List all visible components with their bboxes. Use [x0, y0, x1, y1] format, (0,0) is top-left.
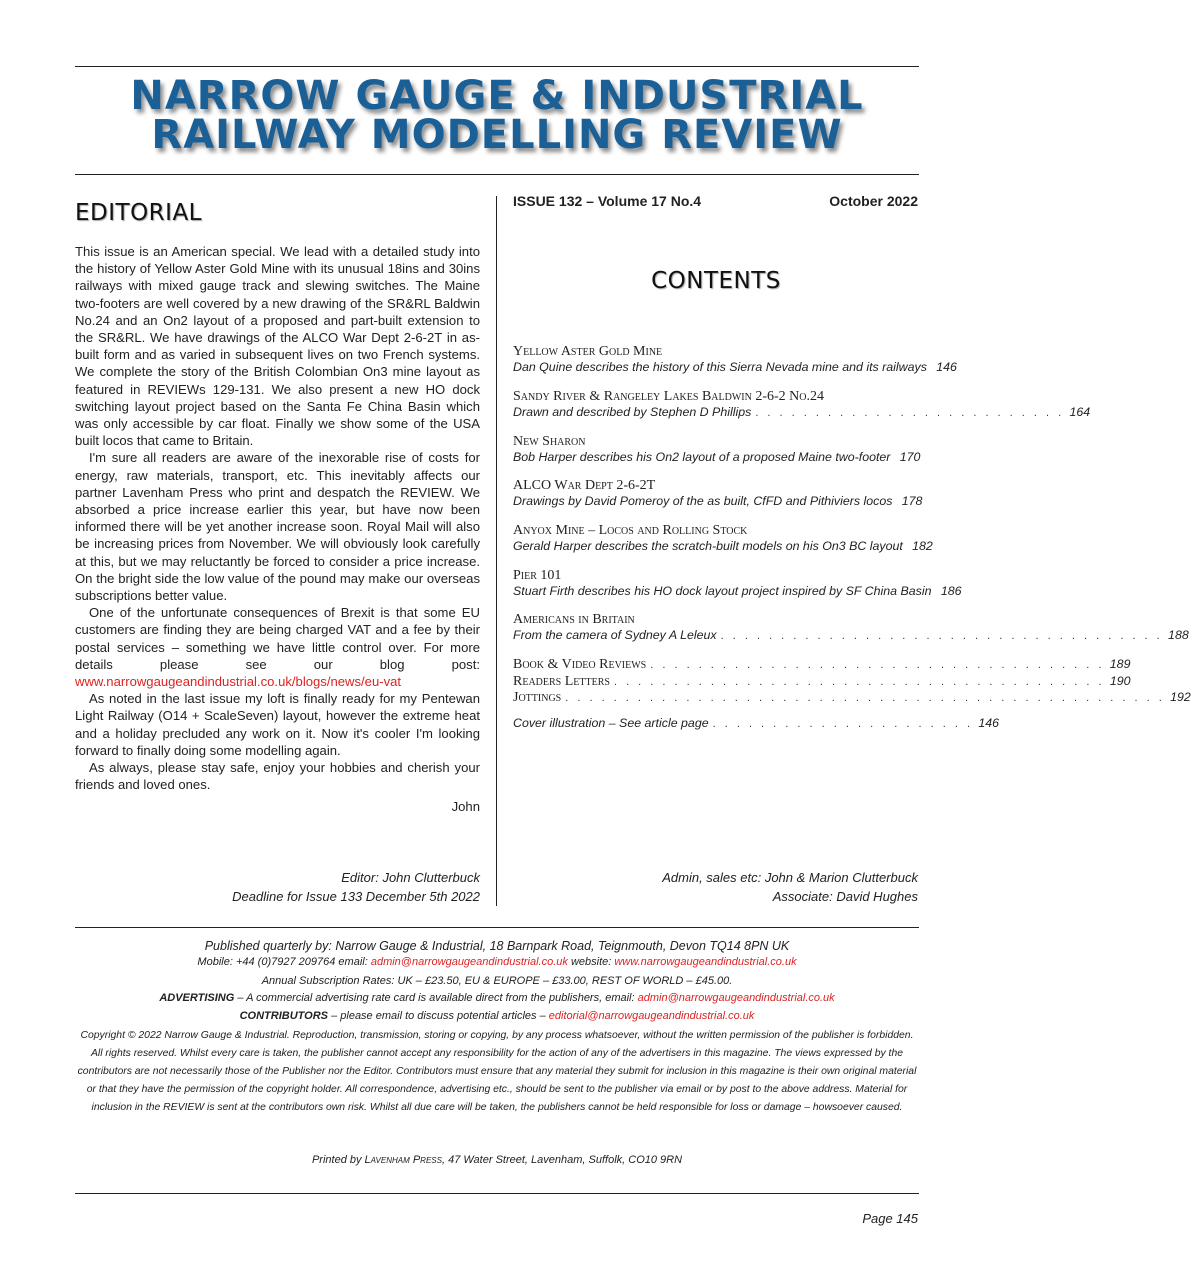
editorial-paragraph: As always, please stay safe, enjoy your hobbies and cherish your friends and loved ones.	[75, 760, 480, 793]
editorial-paragraph: I'm sure all readers are aware of the inexorable rise of costs for energy, raw materials, transport, etc. This inevitably affects our partner Lavenham Press who print and despatch the REVIEW. We absorbed a price increase earlier this year, but have now been informed there will be yet another increase soon. Royal Mail will also be increasing prices from November. We will obviously look carefully at this, but we may reluctantly be forced to consider a price increase. On the bright side the low value of the pound may make our overseas subscriptions better value.	[75, 450, 480, 604]
contributors-text: – please email to discuss potential articles –	[328, 1010, 549, 1022]
editorial-signature: John	[451, 798, 480, 814]
masthead-bottom-rule	[75, 174, 919, 175]
masthead-line-1: NARROW GAUGE & INDUSTRIAL	[130, 73, 864, 119]
advertising-line	[75, 990, 919, 1008]
blog-link[interactable]: www.narrowgaugeandindustrial.co.uk/blogs/news/eu-vat	[75, 674, 402, 690]
toc-title: Americans in Britain	[513, 612, 635, 627]
toc-page: 190	[1109, 673, 1131, 688]
editor-name: Editor: John Clutterbuck	[341, 870, 480, 885]
footer-bottom-rule	[75, 1193, 919, 1194]
toc-description: From the camera of Sydney A Leleux	[513, 627, 717, 642]
toc-entry[interactable]: Book & Video Reviews . . . . . . . . . . . . . . . . . . . . . . . . . . . . . . . . . . . . . . 189	[513, 657, 1131, 672]
contents-heading: CONTENTS	[651, 268, 781, 294]
website-link[interactable]: www.narrowgaugeandindustrial.co.uk	[614, 956, 797, 968]
page-number: Page 145	[862, 1211, 918, 1226]
contributors-label: CONTRIBUTORS	[239, 1010, 329, 1022]
admin-credits	[662, 868, 918, 906]
editorial-body	[75, 243, 480, 815]
toc-page: 182	[912, 538, 933, 553]
printer-line	[75, 1154, 919, 1166]
toc-page: 192	[1170, 690, 1191, 704]
cover-illustration-label: Cover illustration – See article page	[513, 716, 709, 730]
toc-regulars	[513, 657, 1191, 707]
toc-page: 178	[901, 493, 923, 508]
toc-page: 186	[940, 583, 962, 598]
toc-entry[interactable]: Readers Letters . . . . . . . . . . . . . . . . . . . . . . . . . . . . . . . . . . . . . . . . . 190	[513, 673, 1131, 689]
toc-entry[interactable]: Sandy River & Rangeley Lakes Baldwin 2-6-2 No.24 Drawn and described by Stephen D Phillips . . . . . . . . . . . . . . . . . . . . . . . . . . 164	[513, 389, 1091, 419]
rates-line: Annual Subscription Rates: UK – £23.50, EU & EUROPE – £33.00, REST OF WORLD – £45.00.	[261, 975, 733, 987]
toc-title: Book & Video Reviews	[513, 657, 647, 672]
toc-description: Bob Harper describes his On2 layout of a proposed Maine two-footer	[513, 449, 891, 464]
toc-entry[interactable]: Jottings . . . . . . . . . . . . . . . . . . . . . . . . . . . . . . . . . . . . . . . . . . . . . . . . . . 192	[513, 690, 1191, 705]
advertising-email-link[interactable]: admin@narrowgaugeandindustrial.co.uk	[637, 992, 835, 1004]
toc-page: 189	[1109, 657, 1131, 671]
toc-page: 164	[1069, 404, 1091, 419]
associate-line: Associate: David Hughes	[772, 889, 918, 904]
contributors-line	[75, 1008, 919, 1026]
deadline: Deadline for Issue 133 December 5th 2022	[232, 889, 480, 904]
toc-title: Anyox Mine – Locos and Rolling Stock	[513, 523, 748, 538]
printer-address: , 47 Water Street, Lavenham, Suffolk, CO10 9RN	[441, 1154, 683, 1166]
copyright-notice: Copyright © 2022 Narrow Gauge & Industrial. Reproduction, transmission, storing or copying, by any process whatsoever, without the written permission of the publisher is forbidden. All rights reserved. Whilst every care is taken, the publisher cannot accept any responsibility for the action of any of the advertisers in this magazine. The views expressed by the contributors are not necessarily those of the Publisher nor the Editor. Contributors must ensure that any material they submit for inclusion in this magazine is their own original material or that they have the permission of the copyright holder. All correspondence, advertising etc., should be sent to the publisher via email or by post to the above address. Material for inclusion in the REVIEW is sent at the contributors own risk. Whilst all due care will be taken, the publishers cannot be held responsible for loss or damage – howsoever caused.	[77, 1030, 917, 1113]
website-label: website:	[567, 956, 615, 968]
toc-title: ALCO War Dept 2-6-2T	[513, 478, 656, 493]
masthead-line-2: RAILWAY MODELLING REVIEW	[151, 112, 843, 158]
toc-entry[interactable]	[513, 523, 933, 555]
toc-description: Gerald Harper describes the scratch-built models on his On3 BC layout	[513, 538, 903, 553]
admin-line: Admin, sales etc: John & Marion Clutterbuck	[662, 870, 918, 885]
issue-label: ISSUE 132 – Volume 17 No.4	[513, 193, 702, 209]
printed-by-label: Printed by	[311, 1154, 365, 1166]
editor-credits	[232, 868, 480, 906]
toc-description: Drawings by David Pomeroy of the as built, CfFD and Pithiviers locos	[513, 493, 893, 508]
toc-title: New Sharon	[513, 434, 586, 449]
toc-title: Sandy River & Rangeley Lakes Baldwin 2-6-2 No.24	[513, 389, 824, 404]
toc-title: Readers Letters	[513, 673, 610, 689]
contact-line	[75, 954, 919, 972]
issue-date: October 2022	[829, 193, 918, 209]
toc-page: 146	[978, 716, 1000, 730]
toc-page: 188	[1168, 627, 1189, 642]
toc-entry[interactable]	[513, 434, 919, 466]
toc-title: Yellow Aster Gold Mine	[513, 344, 663, 359]
published-text: Published quarterly by: Narrow Gauge & Industrial, 18 Barnpark Road, Teignmouth, Devon TQ14 8PN UK	[204, 939, 790, 953]
editorial-paragraph-text: One of the unfortunate consequences of Brexit is that some EU customers are finding they are being charged VAT and a fee by their postal services – something we have little control over. For more details please see our blog post:	[75, 605, 480, 672]
toc-page: 170	[899, 449, 921, 464]
footer-top-rule	[75, 927, 919, 928]
toc-page: 146	[936, 359, 957, 374]
advertising-text: – A commercial advertising rate card is available direct from the publishers, email:	[234, 992, 638, 1004]
advertising-label: ADVERTISING	[159, 992, 235, 1004]
editorial-paragraph	[75, 604, 480, 690]
toc-title: Pier 101	[513, 568, 562, 583]
toc-description: Dan Quine describes the history of this Sierra Nevada mine and its railways	[513, 359, 927, 374]
toc-entry[interactable]	[513, 478, 923, 510]
mobile-number: +44 (0)7927 209764	[235, 956, 336, 968]
editorial-paragraph: As noted in the last issue my loft is finally ready for my Pentewan Light Railway (O14 + ScaleSeven) layout, however the extreme heat and a holiday precluded any work on it. Now it's cooler I'm looking forward to finally doing some modelling again.	[75, 691, 480, 758]
top-rule	[75, 66, 919, 67]
editorial-heading: EDITORIAL	[75, 200, 202, 226]
editorial-email-link[interactable]: editorial@narrowgaugeandindustrial.co.uk	[548, 1010, 755, 1022]
toc-entry[interactable]	[513, 568, 962, 599]
mobile-label: Mobile:	[197, 956, 236, 968]
admin-email-link[interactable]: admin@narrowgaugeandindustrial.co.uk	[370, 956, 568, 968]
editorial-paragraph: This issue is an American special. We lead with a detailed study into the history of Yellow Aster Gold Mine with its unusual 18ins and 30ins railways with mixed gauge track and slewing switches. The Maine two-footers are well covered by a new drawing of the SR&RL Baldwin No.24 and an On2 layout of a proposed and part-built extension to the SR&RL. We have drawings of the ALCO War Dept 2-6-2T in as-built form and as varied in subsequent lives on two French systems. We complete the story of the British Colombian On3 mine layout as featured in REVIEWs 129-131. We also present a new HO dock switching layout project based on the Santa Fe China Basin which was only accessible by car float. Finally we show some of the USA built locos that came to Britain.	[75, 244, 480, 449]
printer-name: Lavenham Press	[364, 1154, 442, 1166]
toc-entry[interactable]	[513, 344, 957, 375]
toc-title: Jottings	[513, 690, 562, 705]
email-label: email:	[335, 956, 371, 968]
toc-cover[interactable]: Cover illustration – See article page . . . . . . . . . . . . . . . . . . . . . . 146	[513, 716, 1000, 730]
toc-description: Stuart Firth describes his HO dock layout project inspired by SF China Basin	[513, 583, 932, 598]
toc-description: Drawn and described by Stephen D Phillips	[513, 404, 752, 419]
toc-entry[interactable]: Americans in Britain From the camera of Sydney A Leleux . . . . . . . . . . . . . . . . . . . . . . . . . . . . . . . . . . . . . 188	[513, 612, 1189, 642]
column-divider	[496, 196, 497, 906]
